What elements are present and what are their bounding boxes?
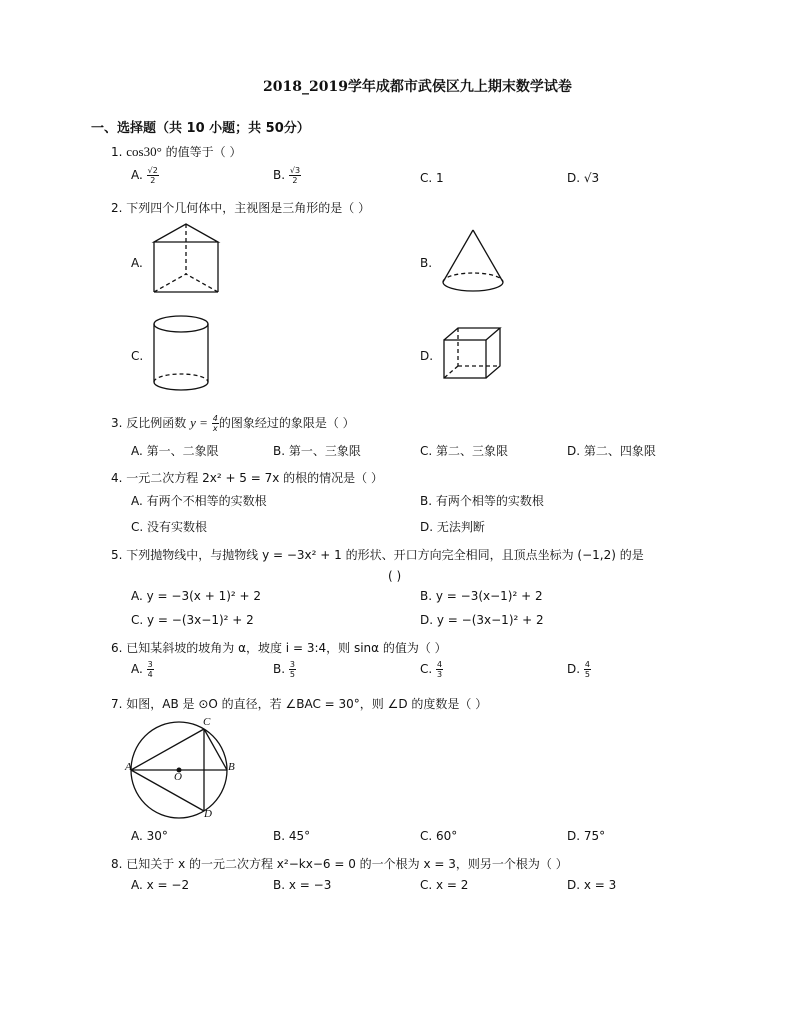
q6-option-b-label: B. [273,662,286,676]
q8-option-b[interactable]: B. x = −3 [273,878,332,892]
q1-option-b-fraction: $\frac{√3}{2}$ [289,166,301,185]
question-4-stem: 4. 一元二次方程 2x² + 5 = 7x 的根的情况是（ ） [111,471,383,485]
q5-option-c[interactable]: C. y = −(3x−1)² + 2 [131,613,254,627]
q5-answer-paren: ( ) [388,569,402,583]
question-6-stem: 6. 已知某斜坡的坡角为 α，坡度 i = 3:4，则 sinα 的值为（ ） [111,641,447,655]
point-label-a: A [125,761,132,773]
q1-number: 1. [111,145,123,159]
q6-option-a-fraction: $\frac{3}{4}$ [147,660,153,679]
q1-option-d[interactable]: D. √3 [567,171,600,185]
q6-option-c-label: C. [420,662,433,676]
q4-option-a[interactable]: A. 有两个不相等的实数根 [131,494,267,508]
triangular-prism-figure [150,222,222,296]
q6-option-d[interactable] [567,660,591,679]
q1-option-c[interactable]: C. 1 [420,171,444,185]
q7-option-c[interactable]: C. 60° [420,829,458,843]
question-1-stem [111,143,241,160]
point-label-o: O [174,771,182,783]
q3-stem-prefix: 3. 反比例函数 [111,416,191,430]
q4-option-b[interactable]: B. 有两个相等的实数根 [420,494,544,508]
q1-option-b[interactable] [273,166,301,185]
q8-option-d[interactable]: D. x = 3 [567,878,617,892]
cube-figure [442,326,504,382]
q2-option-c[interactable]: C. [131,349,144,363]
page-title: 2018_2019学年成都市武侯区九上期末数学试卷 [263,79,572,95]
section-heading: 一、选择题（共 10 小题；共 50分） [91,121,310,136]
question-3-stem [111,414,355,433]
q3-option-d[interactable]: D. 第二、四象限 [567,444,656,458]
q6-option-a[interactable] [131,660,154,679]
q2-option-a[interactable]: A. [131,256,143,270]
q6-option-c[interactable] [420,660,443,679]
q1-cos: cos [126,144,144,159]
q8-option-a[interactable]: A. x = −2 [131,878,190,892]
q6-option-a-label: A. [131,662,143,676]
q2-option-d[interactable]: D. [420,349,434,363]
q3-fraction: $\frac{4}{x}$ [212,414,218,433]
question-5-stem: 5. 下列抛物线中，与抛物线 y = −3x² + 1 的形状、开口方向完全相同，且顶点坐标为 (−1,2) 的是 [111,548,644,562]
q6-option-d-label: D. [567,662,581,676]
cylinder-figure [152,314,212,394]
q3-option-c[interactable]: C. 第二、三象限 [420,444,509,458]
q7-option-b[interactable]: B. 45° [273,829,311,843]
q3-option-b[interactable]: B. 第一、三象限 [273,444,361,458]
q5-option-b[interactable]: B. y = −3(x−1)² + 2 [420,589,543,603]
q2-option-b[interactable]: B. [420,256,433,270]
point-label-c: C [203,716,211,728]
q6-option-c-fraction: $\frac{4}{3}$ [437,660,443,679]
q4-option-c[interactable]: C. 没有实数根 [131,520,208,534]
q1-option-a-fraction: $\frac{√2}{2}$ [147,166,158,185]
q3-option-a[interactable]: A. 第一、二象限 [131,444,219,458]
question-2-stem: 2. 下列四个几何体中，主视图是三角形的是（ ） [111,201,371,215]
q6-option-d-fraction: $\frac{4}{5}$ [584,660,590,679]
q1-option-a[interactable] [131,166,159,185]
q7-option-a[interactable]: A. 30° [131,829,168,843]
point-label-d: D [204,808,212,820]
q4-option-d[interactable]: D. 无法判断 [420,520,485,534]
q1-stem-tail: 的值等于（ ） [165,145,242,159]
question-7-stem: 7. 如图，AB 是 ⊙O 的直径，若 ∠BAC = 30°，则 ∠D 的度数是（ ） [111,697,488,711]
q3-stem-tail: 的图象经过的象限是（ ） [218,416,355,430]
q6-option-b-fraction: $\frac{3}{5}$ [289,660,295,679]
q7-option-d[interactable]: D. 75° [567,829,606,843]
q3-function-y: y = [190,415,208,430]
question-8-stem: 8. 已知关于 x 的一元二次方程 x²−kx−6 = 0 的一个根为 x = 3，则另一个根为（ ） [111,857,568,871]
q1-angle: 30° [143,144,162,159]
circle-geometry-figure [122,716,242,824]
q8-option-c[interactable]: C. x = 2 [420,878,469,892]
q5-option-d[interactable]: D. y = −(3x−1)² + 2 [420,613,544,627]
point-label-b: B [228,761,235,773]
q6-option-b[interactable] [273,660,296,679]
q5-option-a[interactable]: A. y = −3(x + 1)² + 2 [131,589,262,603]
q1-option-a-label: A. [131,168,143,182]
q1-option-b-label: B. [273,168,286,182]
cone-figure [440,228,506,294]
